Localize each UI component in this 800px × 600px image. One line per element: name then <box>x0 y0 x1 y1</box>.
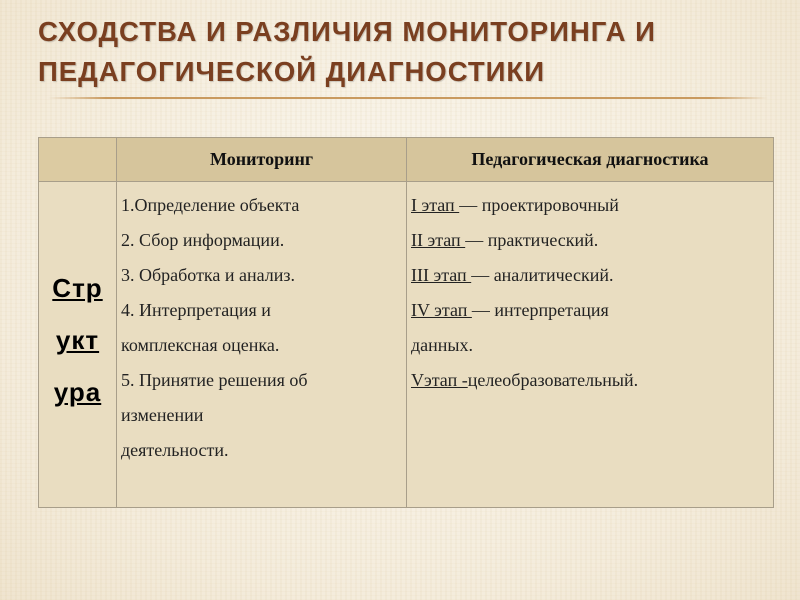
comparison-table <box>38 137 774 508</box>
diagnostics-stage-item <box>411 293 767 363</box>
table-row-structure <box>39 182 774 508</box>
stage-label: Vэтап - <box>411 370 468 390</box>
row-label-structure <box>39 262 116 418</box>
diagnostics-stages-list <box>407 182 773 398</box>
monitoring-line: комплексная оценка. <box>121 335 280 355</box>
header-monitoring: Мониторинг <box>117 138 407 182</box>
monitoring-line: 5. Принятие решения об <box>121 370 308 390</box>
row-label-part: ура <box>53 377 102 407</box>
title-line: СХОДСТВА И РАЗЛИЧИЯ МОНИТОРИНГА И <box>38 16 656 47</box>
monitoring-steps-list <box>117 182 406 468</box>
monitoring-line: 2. Сбор информации. <box>121 230 285 250</box>
stage-label: I этап <box>411 195 460 215</box>
header-corner-cell <box>39 138 117 182</box>
stage-text: целеобразовательный. <box>467 370 639 390</box>
monitoring-line: 3. Обработка и анализ. <box>121 265 296 285</box>
diagnostics-stage-item <box>411 258 767 293</box>
row-label-part: укт <box>55 325 100 355</box>
stage-text: — практический. <box>465 230 599 250</box>
stage-text: — интерпретация <box>471 300 609 320</box>
diagnostics-stage-item <box>411 188 767 223</box>
monitoring-line: 1.Определение объекта <box>121 195 300 215</box>
stage-text: — аналитический. <box>471 265 614 285</box>
stage-text-continuation: данных. <box>411 335 474 355</box>
stage-label: IV этап <box>411 300 472 320</box>
monitoring-line: 4. Интерпретация и <box>121 300 271 320</box>
stage-text: — проектировочный <box>459 195 619 215</box>
row-label-part: Стр <box>52 273 103 303</box>
row-label-cell <box>39 182 117 508</box>
monitoring-line: деятельности. <box>121 440 229 460</box>
stage-label: II этап <box>411 230 466 250</box>
table-header-row <box>39 138 774 182</box>
title-underline-rule <box>48 97 768 99</box>
stage-label: III этап <box>411 265 472 285</box>
header-pedagogical-diagnostics: Педагогическая диагностика <box>407 138 774 182</box>
diagnostics-cell <box>407 182 774 508</box>
monitoring-cell <box>117 182 407 508</box>
diagnostics-stage-item <box>411 223 767 258</box>
slide-title <box>38 12 778 92</box>
title-line: ПЕДАГОГИЧЕСКОЙ ДИАГНОСТИКИ <box>38 56 545 87</box>
monitoring-line: изменении <box>121 405 204 425</box>
diagnostics-stage-item <box>411 363 767 398</box>
